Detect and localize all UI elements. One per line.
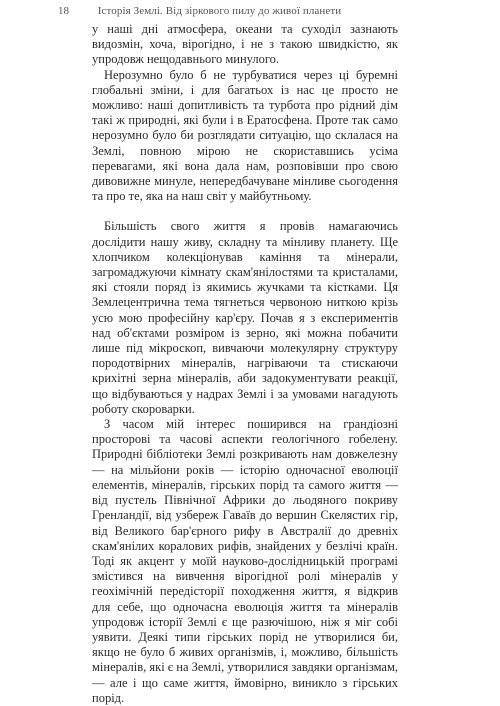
running-header (58, 3, 478, 19)
paragraph-1: у наші дні атмосфера, океани та суходіл зазнають видозмін, хоча, вірогідно, і не з такою швидкістю, як упродовж нещодавнього минулого. (92, 22, 398, 67)
section-break (92, 204, 398, 219)
page-number: 18 (58, 5, 69, 17)
paragraph-3: Більшість свого життя я провів намагаючись дослідити нашу живу, складну та мінливу планету. Ще хлопчиком колекціонував каміння та мінерали, загромаджуючи кімнату скам'янілостями та кристалами, які стояли поряд із якимись жучками та кістками. Ця Землецентрична тема тягнеться червоною ниткою крізь усю мою професійну кар'єру. Почав я з експериментів над об'єктами розміром із зерно, які можна побачити лише під мікроскоп, вивчаючи молекулярну структуру породотвірних мінералів, нагріваючи та стискаючи крихітні зерна мінералів, аби задокументувати реакції, що відбуваються у надрах Землі і за умовами нагадують роботу скороварки. (92, 219, 398, 416)
running-title: Історія Землі. Від зіркового пилу до живої планети (97, 5, 342, 17)
paragraph-4: З часом мій інтерес поширився на грандіозні просторові та часові аспекти геологічного гобелену. Природні бібліотеки Землі розкривають нам довжелезну — на мільйони років — історію одночасної еволюції елементів, мінералів, гірських порід та самого життя — від пустель Північної Африки до льодяного покриву Гренландії, від узбереж Гаваїв до вершин Скелястих гір, від Великого бар'єрного рифу в Австралії до древніх скам'янілих коралових рифів, знайдених у безлічі країн. Тоді як акцент у моїй науково-дослідницькій програмі змістився на вивчення вірогідної ролі мінералів у геохімічній передісторії походження життя, я відкрив для себе, що одночасна еволюція життя та мінералів упродовж історії Землі є ще разючішою, ніж я міг собі уявити. Деякі типи гірських порід не утворилися би, якщо не було б живих організмів, і, можливо, більшість мінералів, які є на Землі, утворилися завдяки організмам, — але і що саме життя, ймовірно, виникло з гірських порід. (92, 417, 398, 705)
paragraph-2: Нерозумно було б не турбуватися через ці буремні глобальні зміни, і для багатьох із нас це просто не можливо: наші допитливість та турбота про рідний дім такі ж природні, які були і в Ератосфена. Проте так само нерозумно було би розглядати ситуацію, що склалася на Землі, повною мірою не скориставшись усіма перевагами, які вона дала нам, розповівши про свою дивовижне минуле, непередбачуване мінливе сьогодення та про те, яка на наш світ у майбутньому. (92, 67, 398, 204)
body-text (92, 22, 398, 706)
